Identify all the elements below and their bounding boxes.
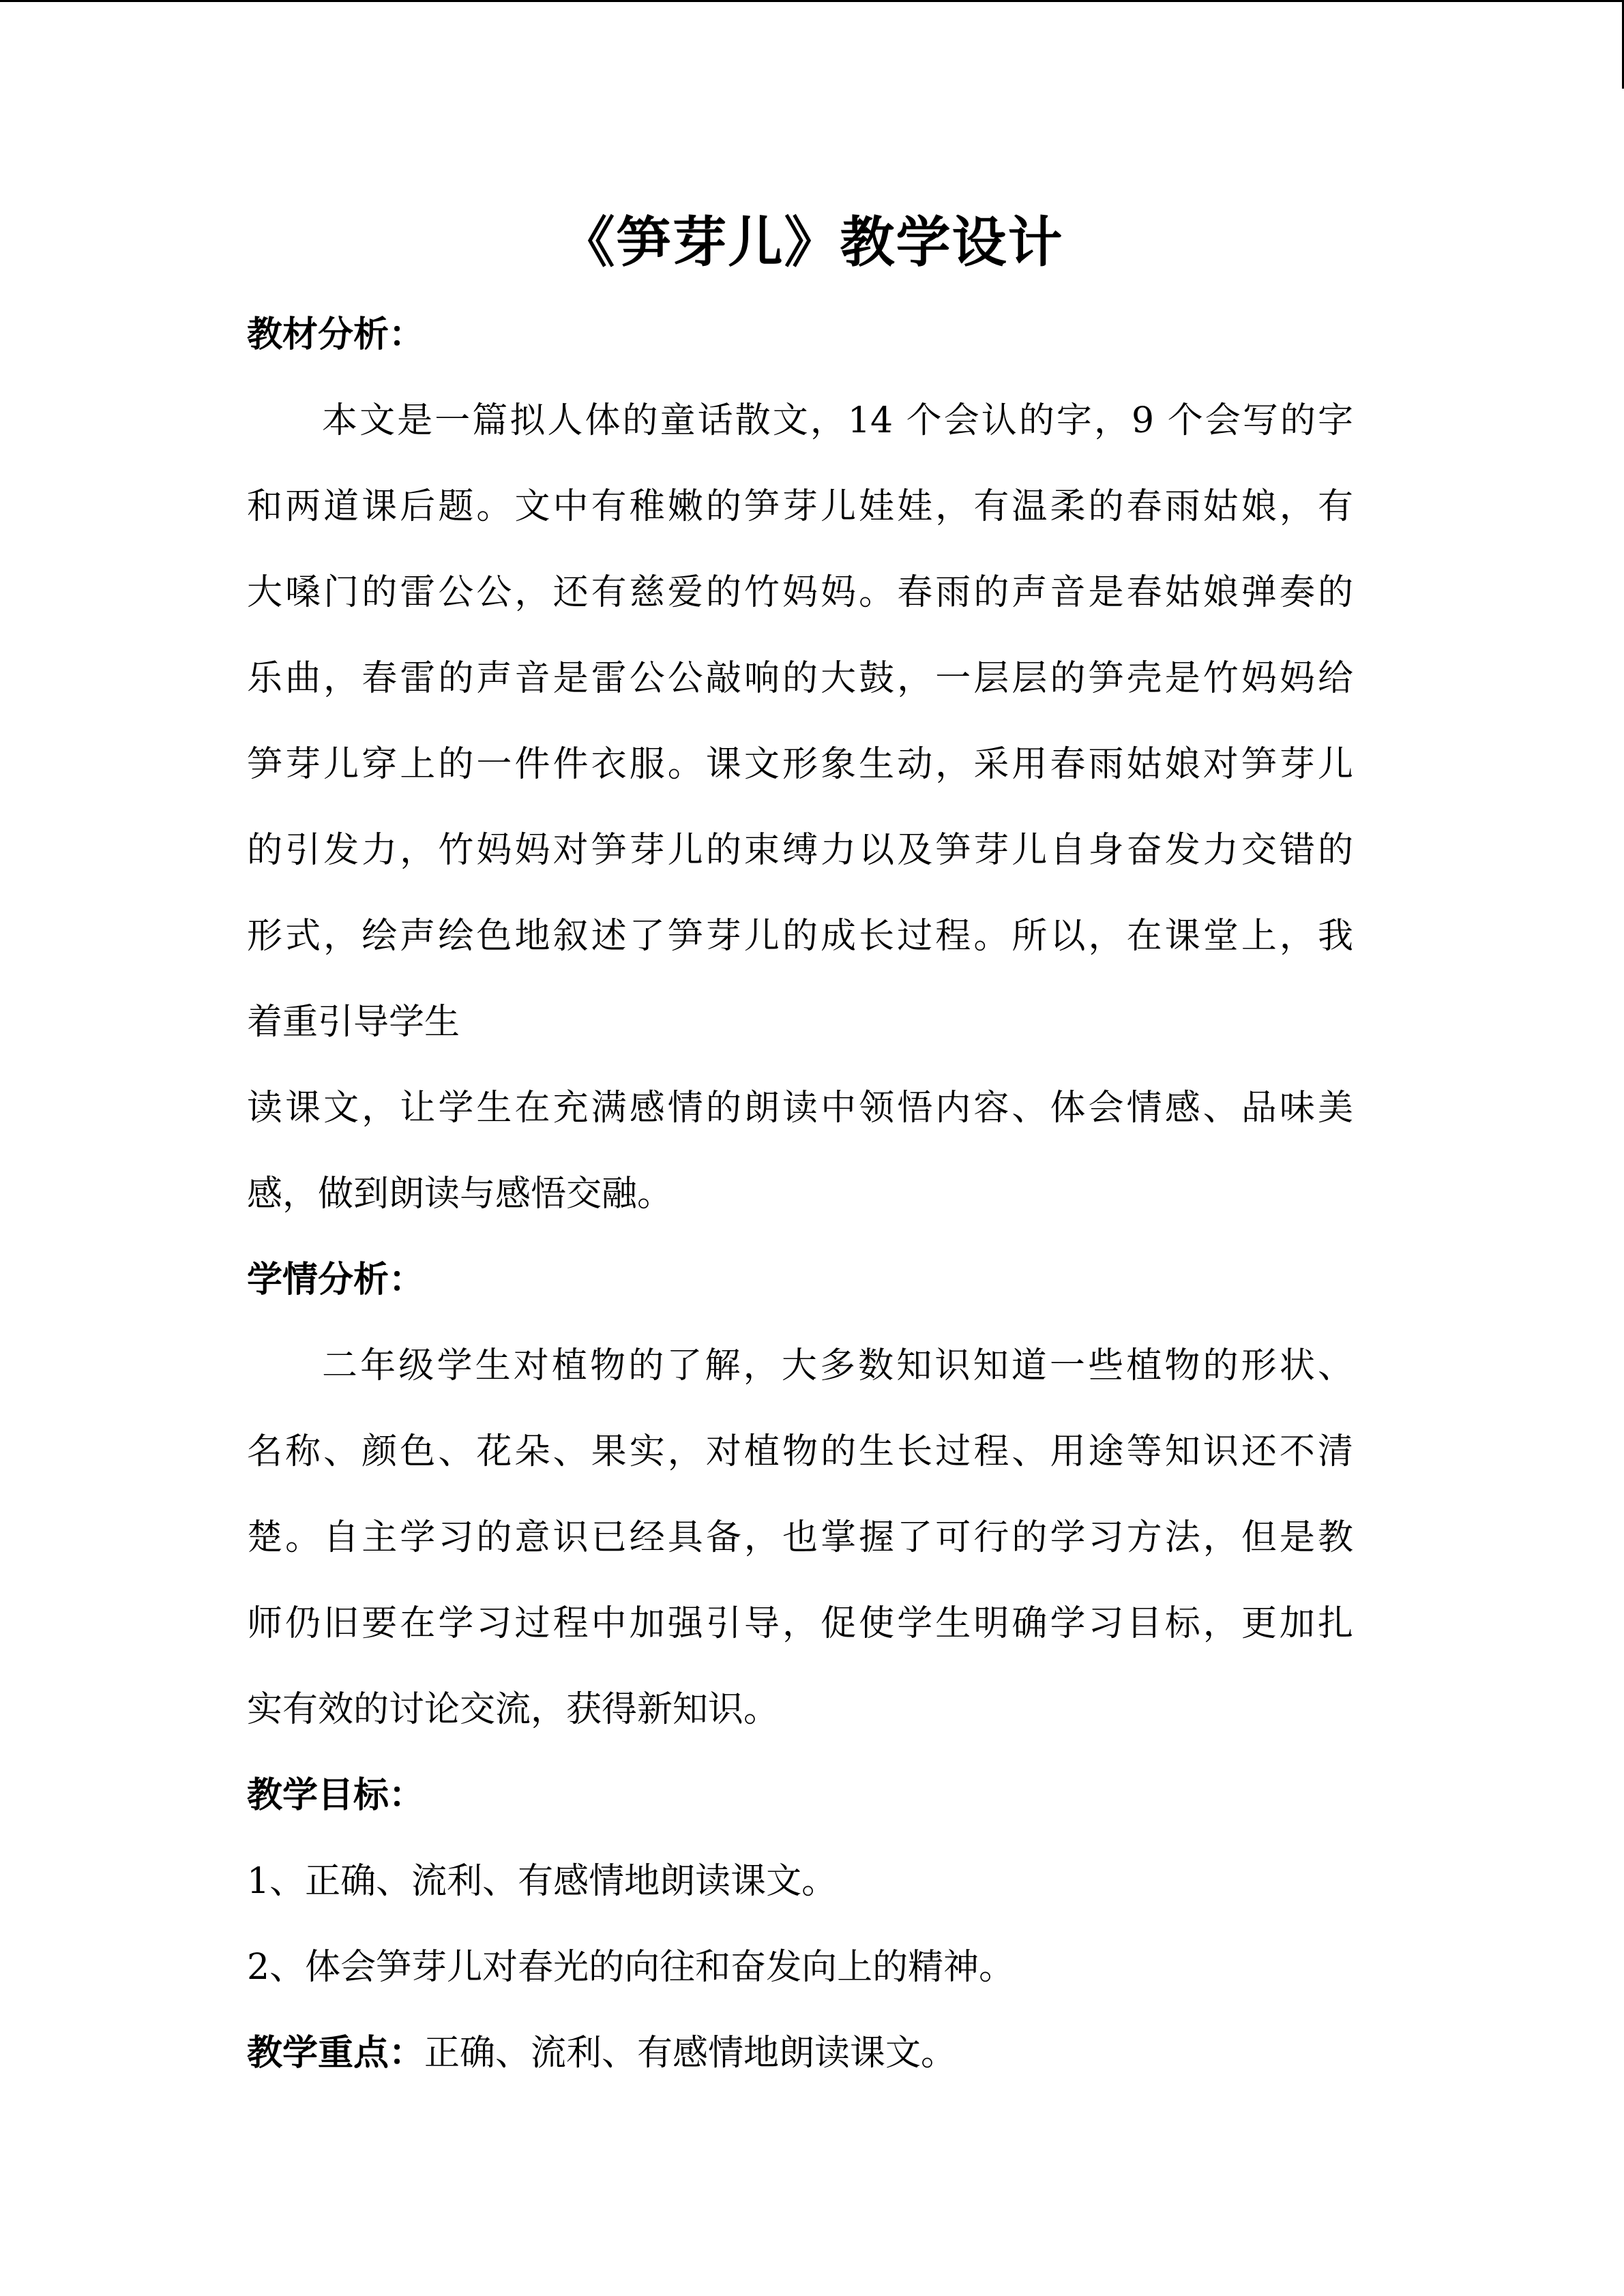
paragraph-line: 着重引导学生 [247,1002,460,1043]
document-title: 《笋芽儿》教学设计 [560,210,1064,274]
paragraph-line: 的引发力，竹妈妈对笋芽儿的束缚力以及笋芽儿自身奋发力交错的 [247,830,1353,871]
key-points-text: 正确、流利、有感情地朗读课文。 [424,2033,957,2074]
document-body [247,292,1353,2096]
paragraph-line: 形式，绘声绘色地叙述了笋芽儿的成长过程。所以，在课堂上，我 [247,916,1353,957]
paragraph-line: 读课文，让学生在充满感情的朗读中领悟内容、体会情感、品味美 [247,1088,1353,1129]
paragraph-line: 感，做到朗读与感悟交融。 [247,1174,673,1214]
paragraph-line: 名称、颜色、花朵、果实，对植物的生长过程、用途等知识还不清 [247,1431,1353,1472]
paragraph-line: 楚。自主学习的意识已经具备，也掌握了可行的学习方法，但是教 [247,1517,1353,1558]
objective-item: 2、体会笋芽儿对春光的向往和奋发向上的精神。 [247,1947,1015,1988]
paragraph-line: 实有效的讨论交流，获得新知识。 [247,1689,780,1730]
objective-item: 1、正确、流利、有感情地朗读课文。 [247,1861,838,1902]
paragraph-line: 二年级学生对植物的了解，大多数知识知道一些植物的形状、 [322,1345,1353,1386]
paragraph-line: 笋芽儿穿上的一件件衣服。课文形象生动，采用春雨姑娘对笋芽儿 [247,744,1353,785]
key-points-line [247,2010,1353,2096]
paragraph-line: 大嗓门的雷公公，还有慈爱的竹妈妈。春雨的声音是春姑娘弹奏的 [247,572,1353,613]
paragraph-line: 乐曲，春雷的声音是雷公公敲响的大鼓，一层层的笋壳是竹妈妈给 [247,658,1353,699]
section-heading-objectives: 教学目标： [247,1774,425,1816]
paragraph-line: 和两道课后题。文中有稚嫩的笋芽儿娃娃，有温柔的春雨姑娘，有 [247,486,1353,527]
key-points-label: 教学重点： [247,2032,425,2074]
paragraph-line: 本文是一篇拟人体的童话散文，14 个会认的字，9 个会写的字 [322,400,1353,441]
paragraph-line: 师仍旧要在学习过程中加强引导，促使学生明确学习目标，更加扎 [247,1603,1353,1644]
section-heading-material-analysis: 教材分析： [247,314,425,355]
section-heading-student-analysis: 学情分析： [247,1259,425,1300]
